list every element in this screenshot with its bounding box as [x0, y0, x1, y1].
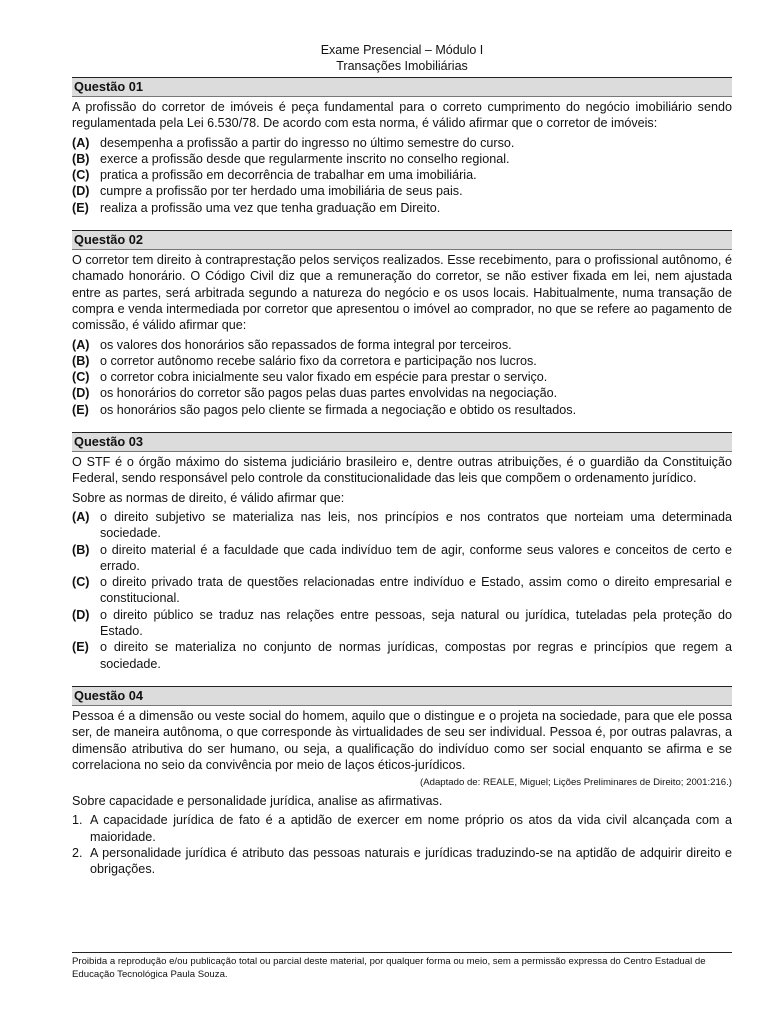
option-label: (E) [72, 200, 89, 215]
option-label: (B) [72, 353, 90, 368]
statement-text: A capacidade jurídica de fato é a aptidão de exercer em nome próprio os atos da vida civil alcançada com a maioridade. [90, 813, 732, 844]
option-b [72, 151, 732, 167]
option-e [72, 402, 732, 418]
option-text: cumpre a profissão por ter herdado uma imobiliária de seus pais. [100, 184, 463, 199]
exam-title: Exame Presencial – Módulo I [320, 43, 484, 57]
page-header [72, 42, 732, 74]
option-d [72, 183, 732, 199]
option-label: (A) [72, 337, 90, 352]
question-prompt: Sobre as normas de direito, é válido afirmar que: [72, 490, 345, 505]
citation: (Adaptado de: REALE, Miguel; Lições Preliminares de Direito; 2001:216.) [420, 777, 732, 789]
option-b [72, 542, 732, 575]
option-label: (E) [72, 402, 89, 417]
option-text: o direito público se traduz nas relações entre pessoas, seja natural ou jurídica, tuteladas pela proteção do Estado. [100, 607, 732, 639]
question-title: Questão 04 [72, 686, 732, 706]
option-label: (A) [72, 509, 90, 524]
option-label: (D) [72, 607, 90, 622]
option-label: (C) [72, 168, 90, 183]
option-text: realiza a profissão uma vez que tenha graduação em Direito. [100, 200, 441, 215]
option-text: os honorários do corretor são pagos pelas duas partes envolvidas na negociação. [100, 386, 558, 401]
question-title: Questão 01 [72, 77, 732, 97]
option-d [72, 385, 732, 401]
option-text: exerce a profissão desde que regularmente inscrito no conselho regional. [100, 151, 510, 166]
option-label: (E) [72, 640, 89, 655]
option-b [72, 353, 732, 369]
question-text: Pessoa é a dimensão ou veste social do homem, aquilo que o distingue e o projeta na sociedade, para que ele possa ser, de maneira autônoma, o que corresponde às virtualidades de seu ser individual. Pessoa é, por outras palavras, a dimensão atributiva do ser humano, ou seja, a qualificação do indivíduo como ser social enquanto se afirma e se correlaciona no seio da convivência por meio de laços éticos-jurídicos. [72, 708, 732, 772]
option-label: (C) [72, 575, 90, 590]
question-04 [72, 686, 732, 878]
question-title: Questão 02 [72, 230, 732, 250]
question-title: Questão 03 [72, 432, 732, 452]
question-prompt: Sobre capacidade e personalidade jurídica, analise as afirmativas. [72, 794, 443, 809]
question-text: O STF é o órgão máximo do sistema judiciário brasileiro e, dentre outras atribuições, é o guardião da Constituição Federal, sendo responsável pelo controle da constitucionalidade das leis que compõem o ordenamento jurídico. [72, 455, 732, 486]
option-label: (A) [72, 135, 90, 150]
statement-label: 2. [72, 845, 83, 860]
question-01 [72, 77, 732, 216]
option-text: o direito se materializa no conjunto de normas jurídicas, compostas por regras e princípios que regem a sociedade. [100, 640, 732, 671]
option-a [72, 509, 732, 542]
option-text: os valores dos honorários são repassados de forma integral por terceiros. [100, 337, 512, 352]
question-03 [72, 432, 732, 672]
option-a [72, 135, 732, 151]
question-02 [72, 230, 732, 418]
option-text: pratica a profissão em decorrência de trabalhar em uma imobiliária. [100, 168, 477, 183]
option-e [72, 639, 732, 672]
exam-page [72, 42, 732, 892]
statement-2 [72, 845, 732, 878]
exam-subject: Transações Imobiliárias [336, 59, 468, 73]
option-text: desempenha a profissão a partir do ingresso no último semestre do curso. [100, 135, 515, 150]
option-text: o corretor cobra inicialmente seu valor fixado em espécie para prestar o serviço. [100, 370, 548, 385]
option-text: o direito subjetivo se materializa nas leis, nos princípios e nos contratos que norteiam uma determinada sociedade. [100, 509, 732, 541]
option-label: (D) [72, 184, 90, 199]
option-text: os honorários são pagos pelo cliente se firmada a negociação e obtido os resultados. [100, 402, 577, 417]
copyright-footer: Proibida a reprodução e/ou publicação total ou parcial deste material, por qualquer forma ou meio, sem a permissão expressa do Centro Estadual de Educação Tecnológica Paula Souza. [72, 952, 732, 981]
option-label: (D) [72, 386, 90, 401]
option-label: (C) [72, 370, 90, 385]
option-text: o direito privado trata de questões relacionadas entre indivíduo e Estado, assim como o direito empresarial e constitucional. [100, 575, 732, 606]
statement-text: A personalidade jurídica é atributo das pessoas naturais e jurídicas traduzindo-se na aptidão de adquirir direito e obrigações. [90, 845, 732, 877]
option-d [72, 607, 732, 640]
option-label: (B) [72, 542, 90, 557]
option-text: o corretor autônomo recebe salário fixo da corretora e participação nos lucros. [100, 353, 537, 368]
option-e [72, 200, 732, 216]
option-c [72, 167, 732, 183]
question-text: O corretor tem direito à contraprestação pelos serviços realizados. Esse recebimento, para o profissional autônomo, é chamado honorário. O Código Civil diz que a remuneração do corretor, se não estiver fixada em lei, nem ajustada entre as partes, será arbitrada segundo a natureza do negócio e os usos locais. Habitualmente, numa transação de compra e venda intermediada por corretor que apresentou o imóvel ao comprador, no que se refere ao pagamento de comissão, é válido afirmar que: [72, 253, 732, 333]
option-c [72, 369, 732, 385]
option-c [72, 574, 732, 607]
option-label: (B) [72, 151, 90, 166]
statement-label: 1. [72, 813, 83, 828]
option-text: o direito material é a faculdade que cada indivíduo tem de agir, conforme seus valores e conceitos de certo e errado. [100, 542, 732, 573]
option-a [72, 337, 732, 353]
statement-1 [72, 812, 732, 845]
question-text: A profissão do corretor de imóveis é peça fundamental para o correto cumprimento do negócio imobiliário sendo regulamentada pela Lei 6.530/78. De acordo com esta norma, é válido afirmar que o corretor de imóveis: [72, 100, 732, 131]
